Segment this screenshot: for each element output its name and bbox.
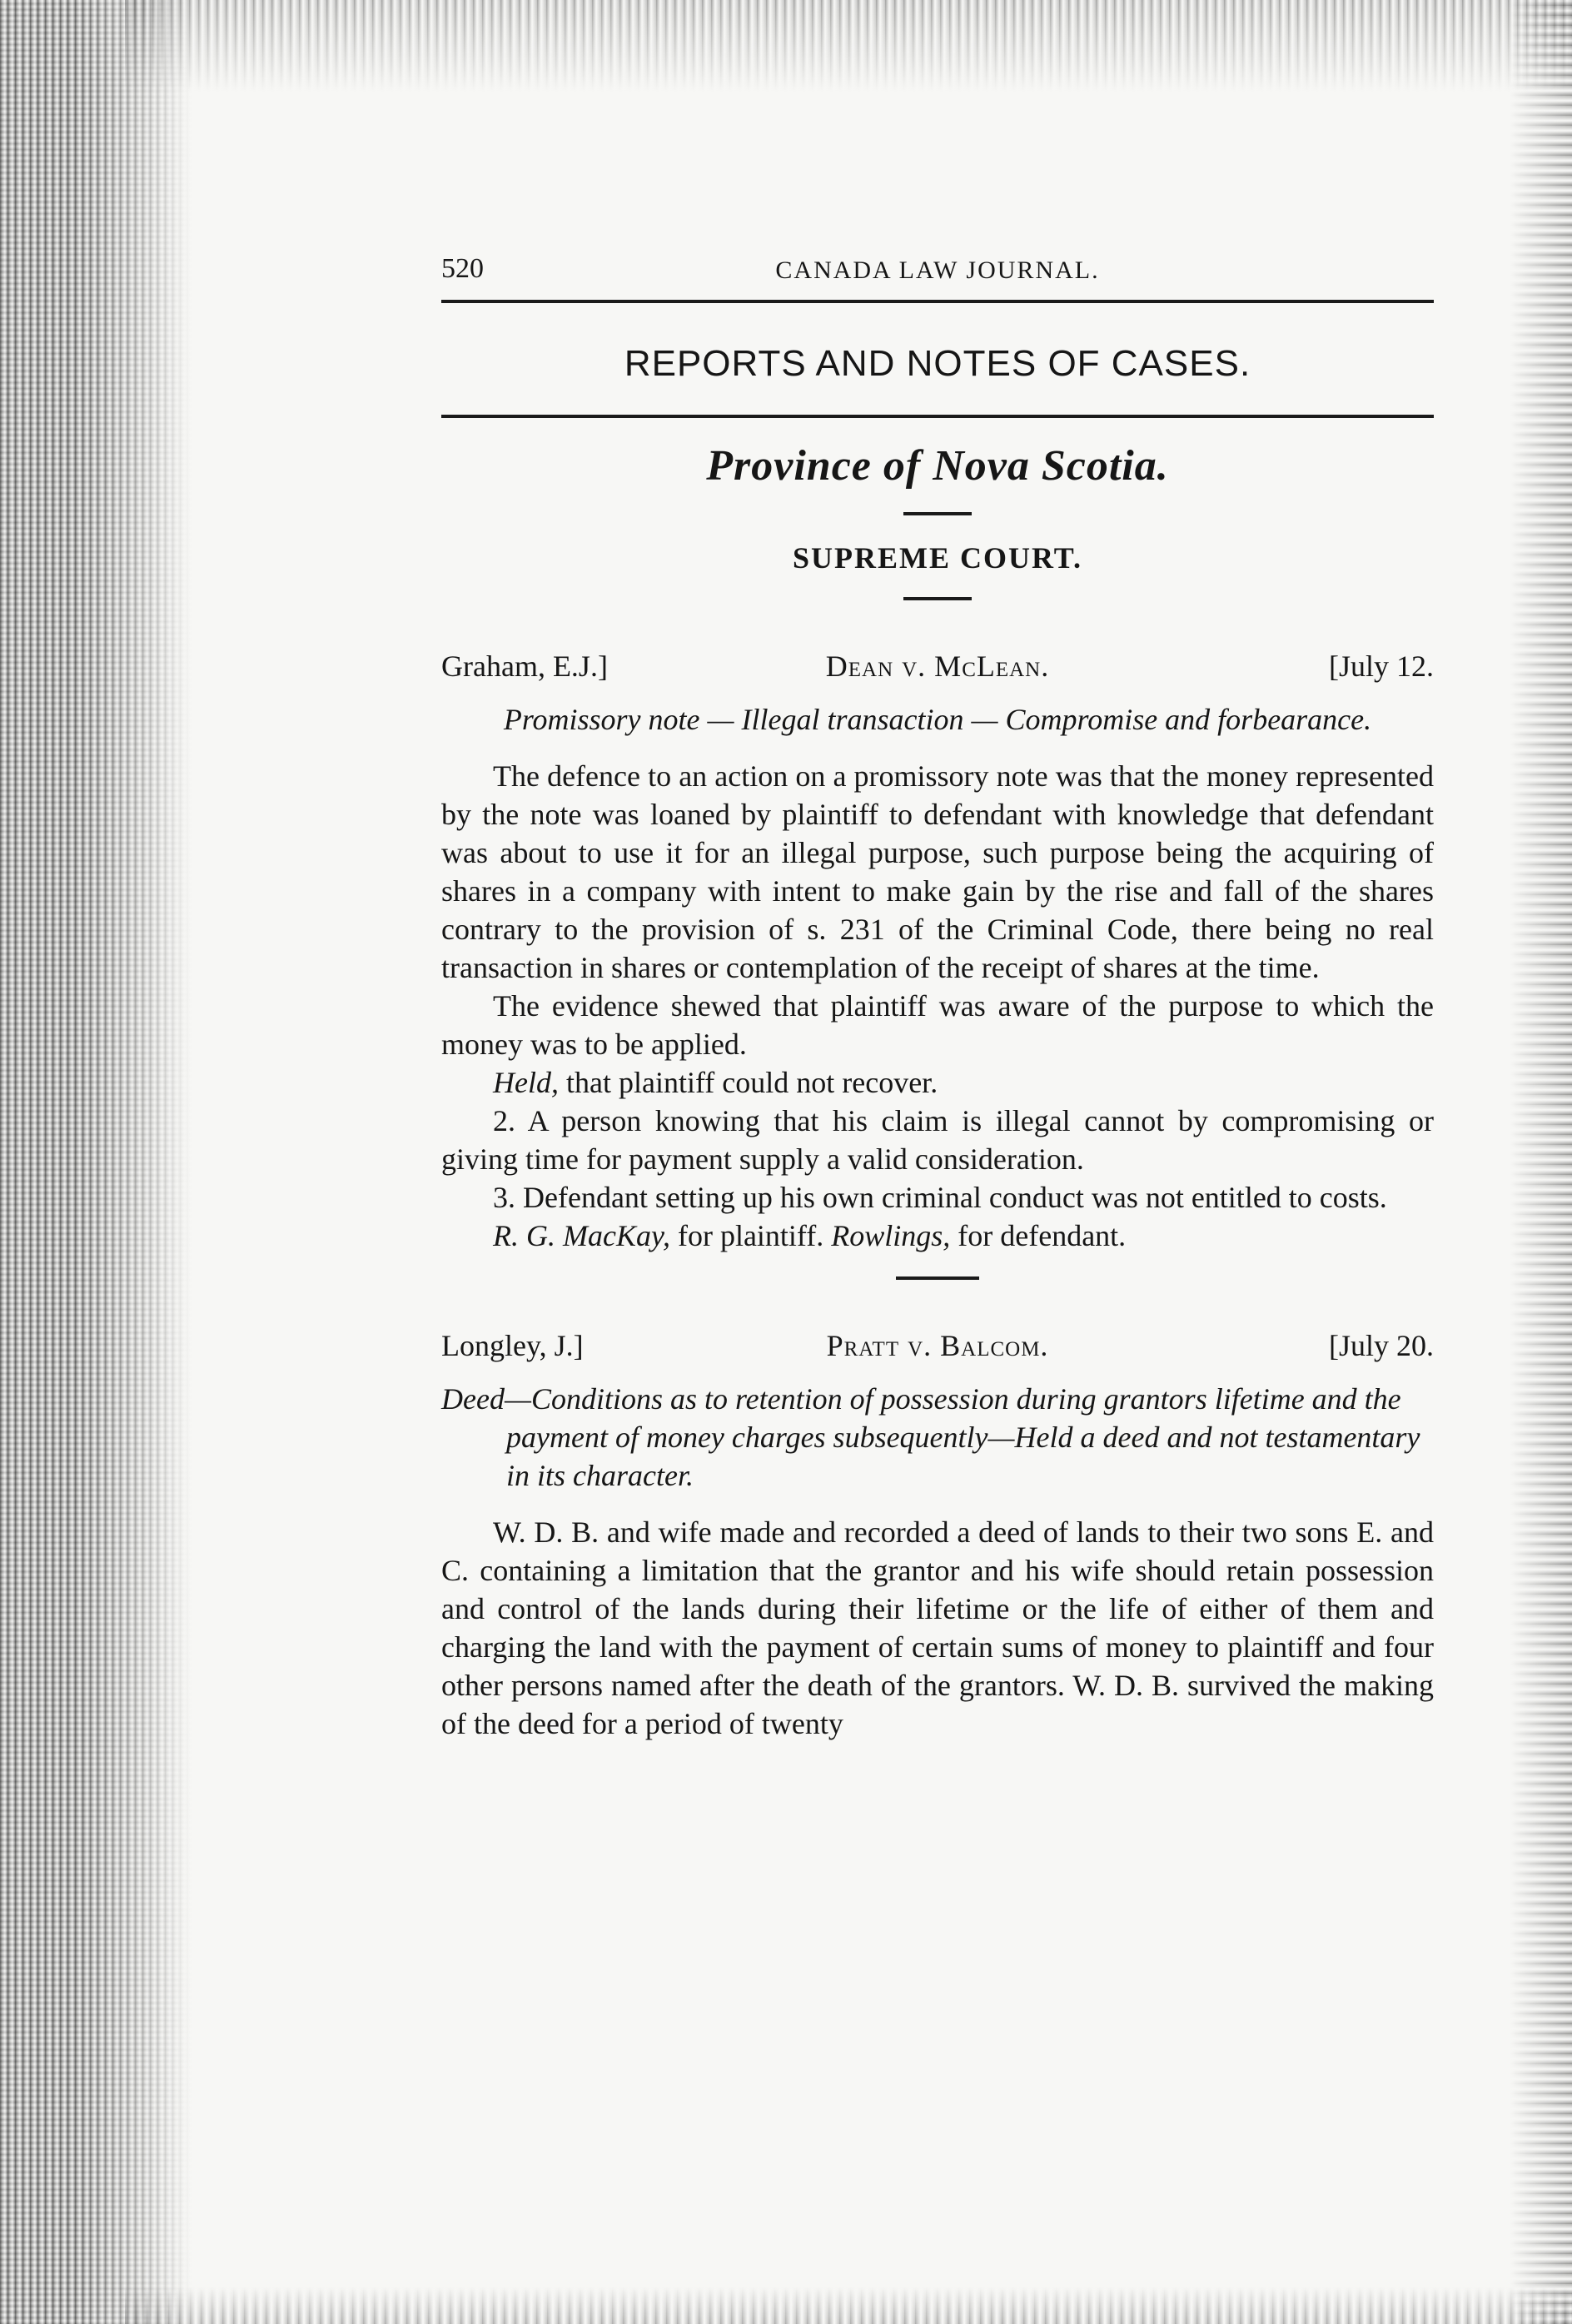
page-content (441, 246, 1434, 1743)
case-parties: Pratt v. Balcom. (826, 1329, 1049, 1362)
case-judge: Longley, J.] (441, 1329, 584, 1362)
case-headnote: Deed—Conditions as to retention of possession during grantors lifetime and the payment of money charges subsequently—Held a deed and not testamentary in its character. (441, 1382, 1420, 1492)
case-judge: Graham, E.J.] (441, 649, 608, 683)
court-divider (903, 597, 972, 600)
case-paragraph: W. D. B. and wife made and recorded a deed of lands to their two sons E. and C. containing a limitation that the grantor and his wife should retain possession and control of the lands during their lifetime or the life of either of them and charging the land with the payment of certain sums of money to plaintiff and four other persons named after the death of the grantors. W. D. B. survived the making of the deed for a period of twenty (441, 1515, 1434, 1740)
case-header-dean-v-mclean (441, 649, 1434, 689)
counsel-defendant-role: for defendant. (950, 1219, 1127, 1252)
point-2-paragraph: 2. A person knowing that his claim is illegal cannot by compromising or giving time for payment supply a valid consideration. (441, 1104, 1434, 1176)
scan-edge-top (125, 0, 1572, 92)
counsel-line (441, 1217, 1434, 1255)
case-paragraph: The defence to an action on a promissory note was that the money represented by the note was loaned by plaintiff to defendant with knowledge that defendant was about to use it for an illegal purpose, such purpose being the acquiring of shares in a company with intent to make gain by the rise and fall of the shares contrary to the provision of s. 231 of the Criminal Code, there being no real transaction in shares or contemplation of the receipt of shares at the time. (441, 759, 1434, 984)
scan-edge-left (0, 0, 192, 2324)
scan-edge-bottom (125, 2287, 1572, 2324)
journal-title: CANADA LAW JOURNAL. (775, 256, 1100, 284)
case-headnote: Promissory note — Illegal transaction — Compromise and forbearance. (503, 703, 1372, 736)
page-number: 520 (441, 253, 484, 284)
province-heading: Province of Nova Scotia. (706, 442, 1169, 490)
held-label: Held, (493, 1066, 559, 1099)
case-divider (896, 1276, 979, 1280)
case-header-pratt-v-balcom (441, 1328, 1434, 1368)
running-head (441, 246, 1434, 290)
case-parties: Dean v. McLean. (825, 649, 1050, 683)
case-date: [July 20. (1329, 1329, 1434, 1362)
header-rule (441, 300, 1434, 303)
held-paragraph (441, 1063, 1434, 1102)
section-rule (441, 415, 1434, 418)
held-text: that plaintiff could not recover. (558, 1066, 938, 1099)
counsel-plaintiff-name: R. G. MacKay, (493, 1219, 670, 1252)
section-title: REPORTS AND NOTES OF CASES. (624, 343, 1251, 384)
case-paragraph: The evidence shewed that plaintiff was aware of the purpose to which the money was to be applied. (441, 989, 1434, 1061)
province-divider (903, 512, 972, 515)
scan-edge-right (1510, 0, 1572, 2324)
court-heading: SUPREME COURT. (792, 541, 1083, 575)
counsel-plaintiff-role: for plaintiff. (669, 1219, 832, 1252)
counsel-defendant-name: Rowlings, (831, 1219, 951, 1252)
point-3-paragraph: 3. Defendant setting up his own criminal conduct was not entitled to costs. (493, 1181, 1387, 1214)
case-date: [July 12. (1329, 649, 1434, 683)
